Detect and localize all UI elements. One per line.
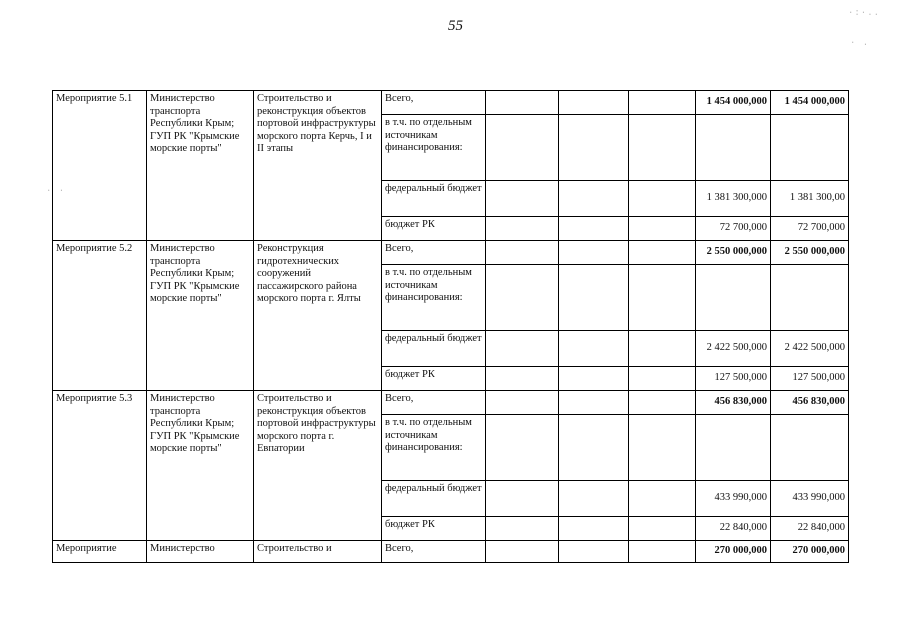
executor-cell: Министерство (147, 541, 254, 563)
total-value: 456 830,000 (771, 391, 849, 415)
executor-cell: Министерство транспорта Республики Крым; ГУП РК "Крымские морские порты" (147, 241, 254, 391)
rk-value: 22 840,000 (771, 517, 849, 541)
rk-value: 22 840,000 (696, 517, 771, 541)
page-number: 55 (448, 18, 463, 34)
federal-label: федеральный бюджет (382, 181, 486, 217)
federal-label: федеральный бюджет (382, 331, 486, 367)
rk-label: бюджет РК (382, 517, 486, 541)
rk-value: 127 500,000 (696, 367, 771, 391)
federal-label: федеральный бюджет (382, 481, 486, 517)
event-cell: Мероприятие (53, 541, 147, 563)
table-row (53, 241, 849, 265)
name-cell: Строительство и реконструкция объектов портовой инфраструктуры морского порта г. Евпатории (254, 391, 382, 541)
rk-value: 72 700,000 (696, 217, 771, 241)
budget-table (52, 90, 849, 563)
federal-value: 1 381 300,000 (696, 181, 771, 217)
federal-value: 433 990,000 (771, 481, 849, 517)
total-label: Всего, (382, 91, 486, 115)
executor-cell: Министерство транспорта Республики Крым; ГУП РК "Крымские морские порты" (147, 91, 254, 241)
federal-value: 1 381 300,00 (771, 181, 849, 217)
table-row (53, 541, 849, 563)
federal-value: 2 422 500,000 (771, 331, 849, 367)
total-value: 2 550 000,000 (771, 241, 849, 265)
executor-cell: Министерство транспорта Республики Крым; ГУП РК "Крымские морские порты" (147, 391, 254, 541)
total-label: Всего, (382, 391, 486, 415)
total-value: 270 000,000 (771, 541, 849, 563)
scan-mark: · · (46, 186, 66, 196)
total-value: 2 550 000,000 (696, 241, 771, 265)
rk-label: бюджет РК (382, 367, 486, 391)
federal-value: 433 990,000 (696, 481, 771, 517)
sources-label: в т.ч. по отдельным источникам финансирования: (382, 115, 486, 181)
event-cell: Мероприятие 5.3 (53, 391, 147, 541)
event-cell: Мероприятие 5.1 (53, 91, 147, 241)
total-label: Всего, (382, 541, 486, 563)
total-value: 270 000,000 (696, 541, 771, 563)
federal-value: 2 422 500,000 (696, 331, 771, 367)
name-cell: Реконструкция гидротехнических сооружений пассажирского района морского порта г. Ялты (254, 241, 382, 391)
total-value: 456 830,000 (696, 391, 771, 415)
rk-label: бюджет РК (382, 217, 486, 241)
sources-label: в т.ч. по отдельным источникам финансирования: (382, 415, 486, 481)
scan-mark: ·:·.. (848, 8, 881, 18)
name-cell: Строительство и (254, 541, 382, 563)
table-row (53, 91, 849, 115)
total-value: 1 454 000,000 (696, 91, 771, 115)
total-value: 1 454 000,000 (771, 91, 849, 115)
rk-value: 72 700,000 (771, 217, 849, 241)
name-cell: Строительство и реконструкция объектов портовой инфраструктуры морского порта Керчь, I и II этапы (254, 91, 382, 241)
sources-label: в т.ч. по отдельным источникам финансирования: (382, 265, 486, 331)
scan-mark: · . (850, 38, 870, 48)
table-row (53, 391, 849, 415)
rk-value: 127 500,000 (771, 367, 849, 391)
total-label: Всего, (382, 241, 486, 265)
event-cell: Мероприятие 5.2 (53, 241, 147, 391)
